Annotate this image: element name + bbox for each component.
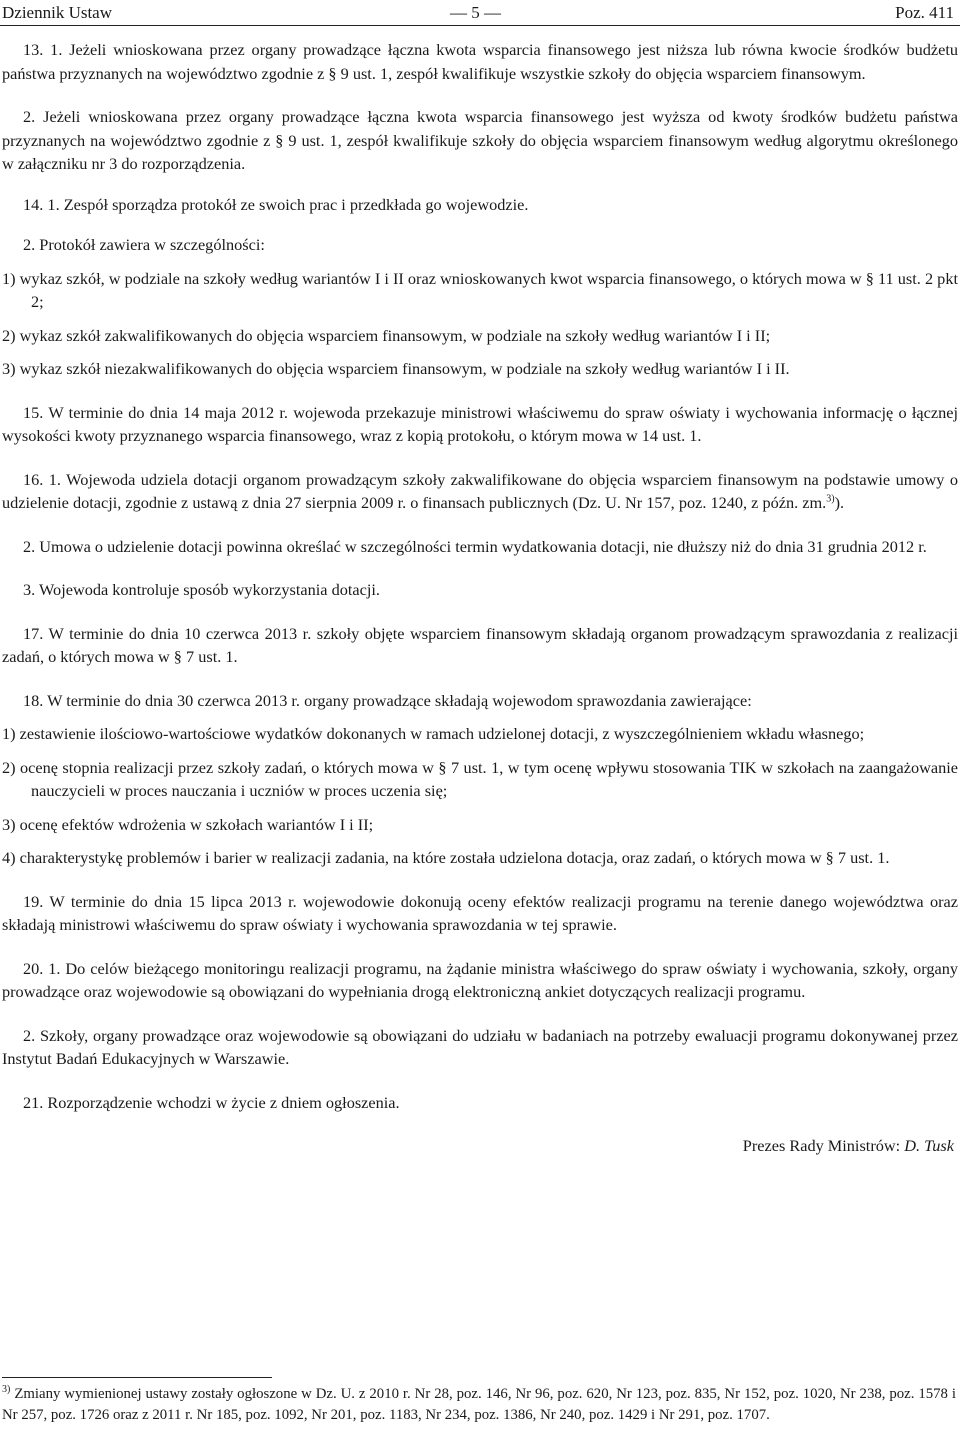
paragraph-18: 18. W terminie do dnia 30 czerwca 2013 r. organy prowadzące składają wojewodom sprawozdania zawierające: bbox=[23, 690, 752, 710]
page-header bbox=[0, 0, 960, 26]
paragraph-19: 19. W terminie do dnia 15 lipca 2013 r. wojewodowie dokonują oceny efektów realizacji programu na terenie danego województwa oraz składają ministrowi właściwemu do spraw oświaty i wychowania sprawozdania w tej sprawie. bbox=[2, 891, 958, 934]
journal-title: Dziennik Ustaw bbox=[2, 3, 113, 22]
paragraph-14-2: 2. Protokół zawiera w szczególności: bbox=[23, 235, 265, 254]
paragraph-16-1-end: ). bbox=[834, 493, 845, 512]
paragraph-16-1-text: 16. 1. Wojewoda udziela dotacji organom prowadzącym szkoły zakwalifikowane do objęcia wsparciem finansowym na podstawie umowy o udzielenie dotacji, zgodnie z ustawą z dnia 27 sierpnia 2009 r. o finansach publicznych (Dz. U. Nr 157, poz. 1240, z późn. zm. bbox=[2, 469, 958, 512]
paragraph-16-1 bbox=[2, 468, 958, 515]
paragraph-15: 15. W terminie do dnia 14 maja 2012 r. wojewoda przekazuje ministrowi właściwemu do spraw oświaty i wychowania informację o łącznej wysokości kwoty przyznanego wsparcia finansowego, wraz z kopią protokołu, o którym mowa w 14 ust. 1. bbox=[2, 402, 958, 445]
paragraph-13-2: 2. Jeżeli wnioskowana przez organy prowadzące łączna kwota wsparcia finansowego jest wyższa od kwoty środków budżetu państwa przyznanych na województwo zgodnie z § 9 ust. 1, zespół kwalifikuje szkoły do objęcia wsparciem finansowym według algorytmu określonego w załączniku nr 3 do rozporządzenia. bbox=[2, 107, 958, 173]
list-item-14-3: 3) wykaz szkół niezakwalifikowanych do objęcia wsparciem finansowym, w podziale na szkoły według wariantów I i II. bbox=[2, 359, 790, 378]
paragraph-17: 17. W terminie do dnia 10 czerwca 2013 r. szkoły objęte wsparciem finansowym składają organom prowadzącym sprawozdania z realizacji zadań, o których mowa w § 7 ust. 1. bbox=[2, 623, 958, 666]
footnote-mark: 3) bbox=[2, 1384, 11, 1396]
footnote bbox=[2, 1384, 956, 1426]
list-item-14-1: 1) wykaz szkół, w podziale na szkoły według wariantów I i II oraz wnioskowanych kwot wsparcia finansowego, o których mowa w § 11 ust. 2 pkt 2; bbox=[2, 268, 958, 311]
list-item-18-2: 2) ocenę stopnia realizacji przez szkoły zadań, o których mowa w § 7 ust. 1, w tym ocenę wpływu stosowania TIK w szkołach na zaangażowanie nauczycieli w proces nauczania i uczniów w proces uczenia się; bbox=[2, 757, 958, 800]
list-item-14-2: 2) wykaz szkół zakwalifikowanych do objęcia wsparciem finansowym, w podziale na szkoły według wariantów I i II; bbox=[2, 325, 771, 345]
paragraph-14-1: 14. 1. Zespół sporządza protokół ze swoich prac i przedkłada go wojewodzie. bbox=[23, 194, 529, 214]
footnote-reference[interactable]: 3) bbox=[826, 493, 835, 505]
signature bbox=[2, 1134, 958, 1158]
paragraph-20-2: 2. Szkoły, organy prowadzące oraz wojewodowie są obowiązani do udziału w badaniach na potrzeby ewaluacji programu dokonywanej przez Instytut Badań Edukacyjnych w Warszawie. bbox=[2, 1025, 958, 1068]
paragraph-16-2: 2. Umowa o udzielenie dotacji powinna określać w szczególności termin wydatkowania dotacji, nie dłuższy niż do dnia 31 grudnia 2012 r. bbox=[23, 536, 927, 556]
position-number: Poz. 411 bbox=[895, 3, 954, 22]
signature-title: Prezes Rady Ministrów: bbox=[742, 1136, 905, 1155]
paragraph-20-1: 20. 1. Do celów bieżącego monitoringu realizacji programu, na żądanie ministra właściwego do spraw oświaty i wychowania, szkoły, organy prowadzące oraz wojewodowie są obowiązani do wypełniania drogą elektroniczną ankiet dotyczących realizacji programu. bbox=[2, 958, 958, 1001]
footnote-text: Zmiany wymienionej ustawy zostały ogłoszone w Dz. U. z 2010 r. Nr 28, poz. 146, Nr 96, poz. 620, Nr 123, poz. 835, Nr 152, poz. 1020, Nr 238, poz. 1578 i Nr 257, poz. 1726 oraz z 2011 r. Nr 185, poz. 1092, Nr 201, poz. 1183, Nr 234, poz. 1386, Nr 240, poz. 1429 i Nr 291, poz. 1707. bbox=[2, 1386, 956, 1423]
signature-name: D. Tusk bbox=[904, 1136, 954, 1155]
list-item-18-1: 1) zestawienie ilościowo-wartościowe wydatków dokonanych w ramach udzielonej dotacji, z wyszczególnieniem wkładu własnego; bbox=[2, 724, 865, 743]
footnote-rule bbox=[2, 1377, 272, 1378]
header-rule bbox=[0, 25, 960, 26]
list-item-18-3: 3) ocenę efektów wdrożenia w szkołach wariantów I i II; bbox=[2, 814, 374, 834]
document-body bbox=[2, 38, 958, 1158]
paragraph-13-1: 13. 1. Jeżeli wnioskowana przez organy prowadzące łączna kwota wsparcia finansowego jest niższa lub równa kwocie środków budżetu państwa przyznanych na województwo zgodnie z § 9 ust. 1, zespół kwalifikuje wszystkie szkoły do objęcia wsparciem finansowym. bbox=[2, 40, 958, 83]
page-number: — 5 — bbox=[450, 3, 501, 22]
paragraph-21: 21. Rozporządzenie wchodzi w życie z dniem ogłoszenia. bbox=[23, 1092, 400, 1112]
paragraph-16-3: 3. Wojewoda kontroluje sposób wykorzystania dotacji. bbox=[23, 580, 380, 599]
list-item-18-4: 4) charakterystykę problemów i barier w realizacji zadania, na które została udzielona dotacja, oraz zadań, o których mowa w § 7 ust. 1. bbox=[2, 848, 890, 867]
